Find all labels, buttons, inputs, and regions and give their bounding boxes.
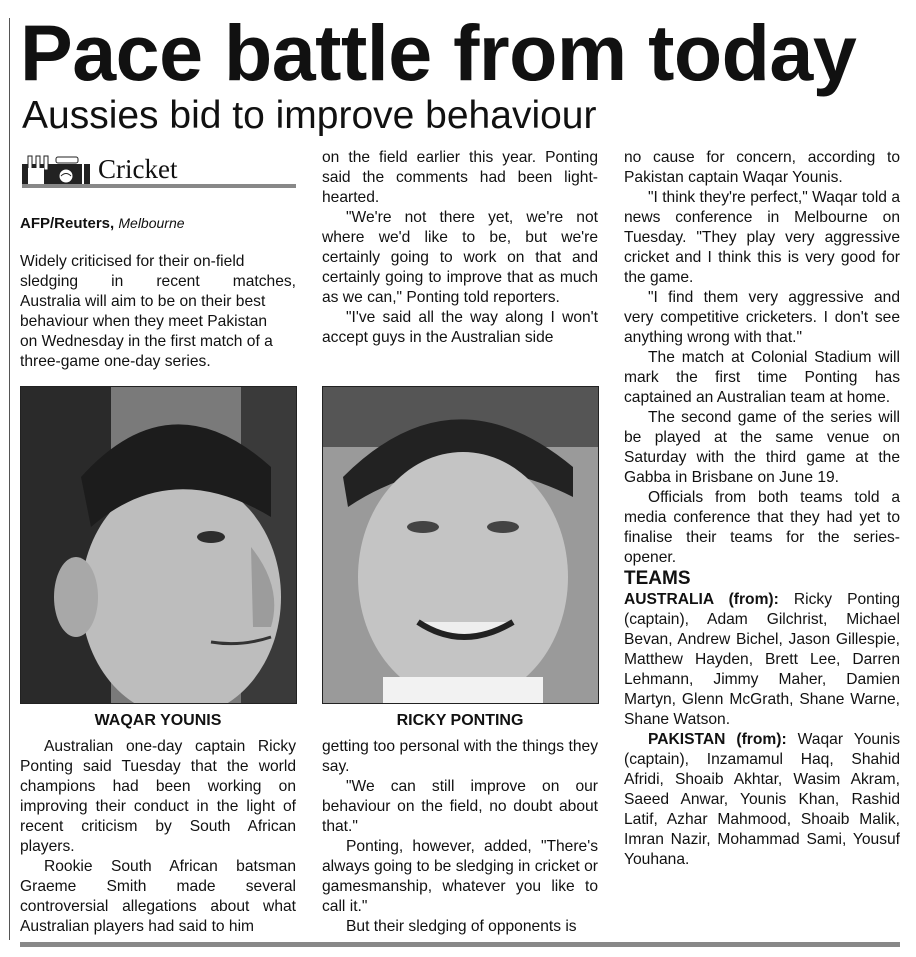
teams-heading: TEAMS: [624, 568, 691, 589]
photo-waqar-younis: [20, 386, 297, 704]
column-3: [624, 148, 900, 870]
paragraph: "I think they're perfect," Waqar told a news conference in Melbourne on Tuesday. "They play very aggressive cricket and I think this is very good for the game.: [624, 189, 900, 286]
lead-line: Australia will aim to be on their best: [20, 293, 266, 310]
pakistan-squad: [624, 730, 900, 870]
column-rule: [9, 18, 10, 940]
lead-line: three-game one-day series.: [20, 353, 211, 370]
column-1-body: [20, 737, 296, 937]
pakistan-label: PAKISTAN (from):: [648, 731, 787, 748]
bottom-rule: [20, 942, 900, 947]
australia-label: AUSTRALIA (from):: [624, 591, 779, 608]
section-logo: [22, 148, 296, 188]
paragraph: "I find them very aggressive and very competitive cricketers. I don't see anything wrong with that.": [624, 289, 900, 346]
cricket-icon: [22, 154, 92, 186]
pakistan-list: Waqar Younis (captain), Inzamamul Haq, Shahid Afridi, Shoaib Akhtar, Wasim Akram, Saeed Anwar, Younis Khan, Rashid Latif, Azhar Mahmood, Shoaib Malik, Imran Nazir, Mohammad Sami, Yousuf Youhana.: [624, 731, 900, 868]
photo-caption: RICKY PONTING: [396, 712, 524, 729]
paragraph: Ponting, however, added, "There's always going to be sledging in cricket or gamesmanship, whatever you like to call it.": [322, 838, 598, 915]
byline: [20, 213, 185, 234]
paragraph: But their sledging of opponents is: [346, 918, 577, 935]
australia-squad: [624, 590, 900, 730]
photo-caption: WAQAR YOUNIS: [94, 712, 222, 729]
paragraph: no cause for concern, according to Pakistan captain Waqar Younis.: [624, 149, 900, 186]
column-2-body: [322, 737, 598, 937]
column-2-top: [322, 148, 598, 348]
lead-paragraph: [20, 252, 296, 372]
section-rule: [22, 184, 296, 188]
byline-place: Melbourne: [118, 215, 185, 231]
paragraph: "I've said all the way along I won't accept guys in the Australian side: [322, 309, 598, 346]
portrait-image: [21, 387, 296, 703]
lead-line: sledging in recent matches,: [20, 273, 296, 290]
subheadline: Aussies bid to improve behaviour: [22, 94, 597, 137]
section-title: Cricket: [98, 154, 178, 184]
byline-agency: AFP/Reuters,: [20, 215, 115, 232]
portrait-image: [323, 387, 598, 703]
australia-list: Ricky Ponting (captain), Adam Gilchrist, Michael Bevan, Andrew Bichel, Jason Gillespie, Matthew Hayden, Brett Lee, Darren Lehmann, Jimmy Maher, Damien Martyn, Glenn McGrath, Shane Warne, Shane Watson.: [624, 591, 900, 728]
paragraph: "We can still improve on our behaviour on the field, no doubt about that.": [322, 778, 598, 835]
paragraph: "We're not there yet, we're not where we'd like to be, but we're certainly going to work on that and certainly going to improve that as much as we can," Ponting told reporters.: [322, 209, 598, 306]
paragraph: getting too personal with the things they say.: [322, 738, 598, 775]
paragraph: Australian one-day captain Ricky Ponting said Tuesday that the world champions had been working on improving their conduct in the light of recent criticism by South African players.: [20, 738, 296, 855]
lead-line: Widely criticised for their on-field: [20, 253, 245, 270]
paragraph: on the field earlier this year. Ponting said the comments had been light-hearted.: [322, 149, 598, 206]
paragraph: The match at Colonial Stadium will mark the first time Ponting has captained an Australian team at home.: [624, 349, 900, 406]
headline: Pace battle from today: [20, 8, 857, 97]
lead-line: behaviour when they meet Pakistan: [20, 313, 268, 330]
photo-ricky-ponting: [322, 386, 599, 704]
paragraph: Rookie South African batsman Graeme Smith made several controversial allegations about what Australian players had said to him: [20, 858, 296, 935]
paragraph: The second game of the series will be played at the same venue on Saturday with the third game at the Gabba in Brisbane on June 19.: [624, 409, 900, 486]
lead-line: on Wednesday in the first match of a: [20, 333, 273, 350]
paragraph: Officials from both teams told a media conference that they had yet to finalise their teams for the series-opener.: [624, 489, 900, 566]
